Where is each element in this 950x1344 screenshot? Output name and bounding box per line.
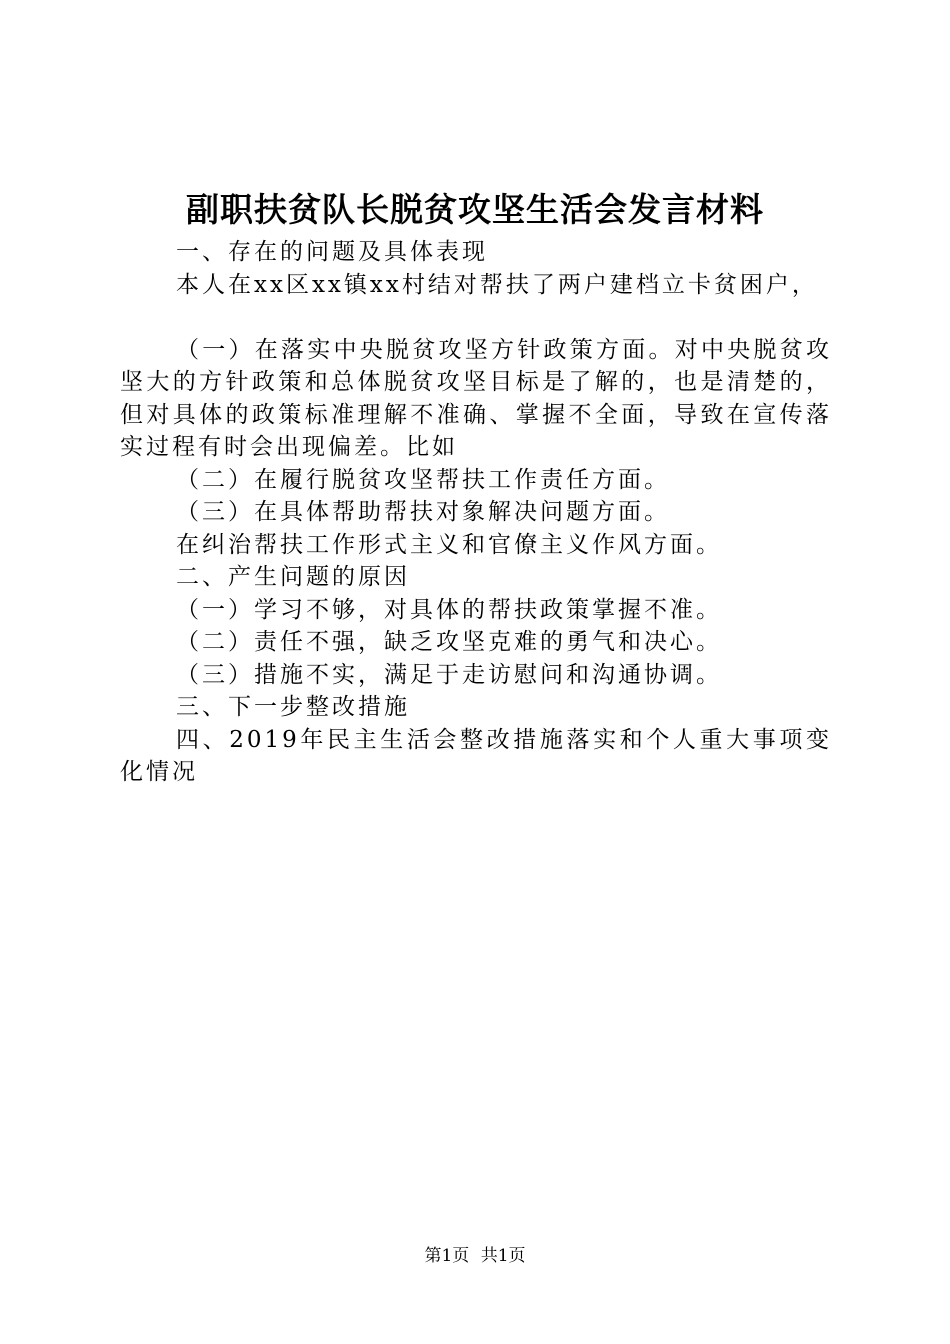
section-heading-2: 二、产生问题的原因 [176,564,410,590]
document-title: 副职扶贫队长脱贫攻坚生活会发言材料 [186,190,764,229]
paragraph-cause-1: （一）学习不够，对具体的帮扶政策掌握不准。 [176,596,722,623]
document-body [120,236,832,789]
section-heading-1: 一、存在的问题及具体表现 [176,239,488,265]
paragraph-cause-3: （三）措施不实，满足于走访慰问和沟通协调。 [176,661,722,688]
paragraph-item-4: 在纠治帮扶工作形式主义和官僚主义作风方面。 [176,531,722,558]
section-heading-3: 三、下一步整改措施 [176,694,410,720]
paragraph-intro: 本人在xx区xx镇xx村结对帮扶了两户建档立卡贫困户， [176,271,818,298]
paragraph-cause-2: （二）责任不强，缺乏攻坚克难的勇气和决心。 [176,629,722,655]
page-number: 第1页 [424,1246,470,1266]
blank-line [120,301,832,334]
page-footer [0,1244,950,1268]
section-heading-4: 四、2019年民主生活会整改措施落实和个人重大事项变化情况 [120,726,832,785]
page-total: 共1页 [480,1246,526,1266]
paragraph-item-3: （三）在具体帮助帮扶对象解决问题方面。 [176,499,670,525]
paragraph-item-2: （二）在履行脱贫攻坚帮扶工作责任方面。 [176,466,670,493]
paragraph-item-1: （一）在落实中央脱贫攻坚方针政策方面。对中央脱贫攻坚大的方针政策和总体脱贫攻坚目标是了解的，也是清楚的，但对具体的政策标准理解不准确、掌握不全面，导致在宣传落实过程有时会出现偏差。比如 [120,336,832,460]
